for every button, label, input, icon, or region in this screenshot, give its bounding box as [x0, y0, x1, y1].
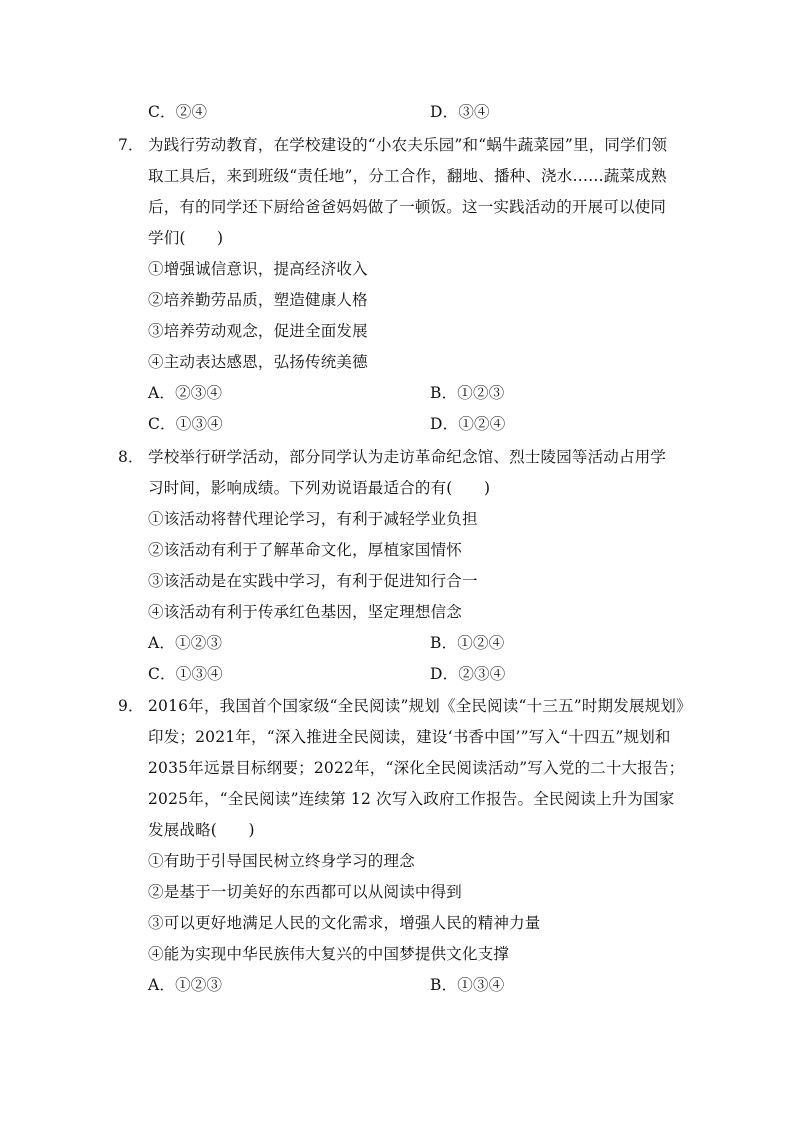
q9-stem-line-3: 2035年远景目标纲要；2022年，“深化全民阅读活动”写入党的二十大报告； — [148, 759, 685, 777]
q9-statement-2: ②是基于一切美好的东西都可以从阅读中得到 — [148, 883, 463, 901]
q7-option-b: B．①②③ — [430, 384, 505, 402]
q7-stem-line-2: 取工具后，来到班级“责任地”，分工合作，翻地、播种、浇水……蔬菜成熟 — [148, 167, 667, 185]
q8-option-d: D．②③④ — [430, 665, 506, 683]
q7-option-d: D．①②④ — [430, 415, 506, 433]
q9-stem-line-4: 2025年，“全民阅读”连续第 12 次写入政府工作报告。全民阅读上升为国家 — [148, 790, 675, 808]
q8-stem-line-2: 习时间，影响成绩。下列劝说语最适合的有( ) — [148, 479, 491, 497]
q9-stem-line-2: 印发；2021年，“深入推进全民阅读，建设‘书香中国’”写入“十四五”规划和 — [148, 728, 671, 746]
q6-option-c: C．②④ — [148, 103, 208, 121]
q8-number: 8． — [118, 448, 144, 466]
q7-stem-line-4: 学们( ) — [148, 229, 224, 247]
q8-statement-2: ②该活动有利于了解革命文化，厚植家国情怀 — [148, 541, 463, 559]
q7-statement-2: ②培养勤劳品质，塑造健康人格 — [148, 291, 368, 309]
q7-number: 7． — [118, 136, 144, 154]
q9-stem-line-1: 2016年，我国首个国家级“全民阅读”规划《全民阅读“十三五”时期发展规划》 — [148, 697, 692, 715]
q8-statement-4: ④该活动有利于传承红色基因，坚定理想信念 — [148, 603, 463, 621]
q6-option-d: D．③④ — [430, 103, 490, 121]
q9-option-a: A．①②③ — [148, 976, 223, 994]
q8-option-c: C．①③④ — [148, 665, 223, 683]
q7-option-c: C．①③④ — [148, 415, 223, 433]
q8-statement-3: ③该活动是在实践中学习，有利于促进知行合一 — [148, 572, 478, 590]
q7-option-a: A．②③④ — [148, 384, 223, 402]
q7-stem-line-3: 后，有的同学还下厨给爸爸妈妈做了一顿饭。这一实践活动的开展可以使同 — [148, 198, 667, 216]
q9-number: 9． — [118, 697, 144, 715]
q9-statement-4: ④能为实现中华民族伟大复兴的中国梦提供文化支撑 — [148, 945, 510, 963]
q7-statement-1: ①增强诚信意识，提高经济收入 — [148, 260, 368, 278]
q9-option-b: B．①③④ — [430, 976, 505, 994]
q9-stem-line-5: 发展战略( ) — [148, 821, 255, 839]
q8-statement-1: ①该活动将替代理论学习，有利于减轻学业负担 — [148, 510, 478, 528]
q9-statement-3: ③可以更好地满足人民的文化需求，增强人民的精神力量 — [148, 914, 541, 932]
q7-stem-line-1: 为践行劳动教育，在学校建设的“小农夫乐园”和“蜗牛蔬菜园”里，同学们领 — [148, 136, 668, 154]
q9-statement-1: ①有助于引导国民树立终身学习的理念 — [148, 852, 415, 870]
q8-stem-line-1: 学校举行研学活动，部分同学认为走访革命纪念馆、烈士陵园等活动占用学 — [148, 448, 667, 466]
q7-statement-3: ③培养劳动观念，促进全面发展 — [148, 322, 368, 340]
q8-option-a: A．①②③ — [148, 634, 223, 652]
q7-statement-4: ④主动表达感恩，弘扬传统美德 — [148, 353, 368, 371]
q8-option-b: B．①②④ — [430, 634, 505, 652]
